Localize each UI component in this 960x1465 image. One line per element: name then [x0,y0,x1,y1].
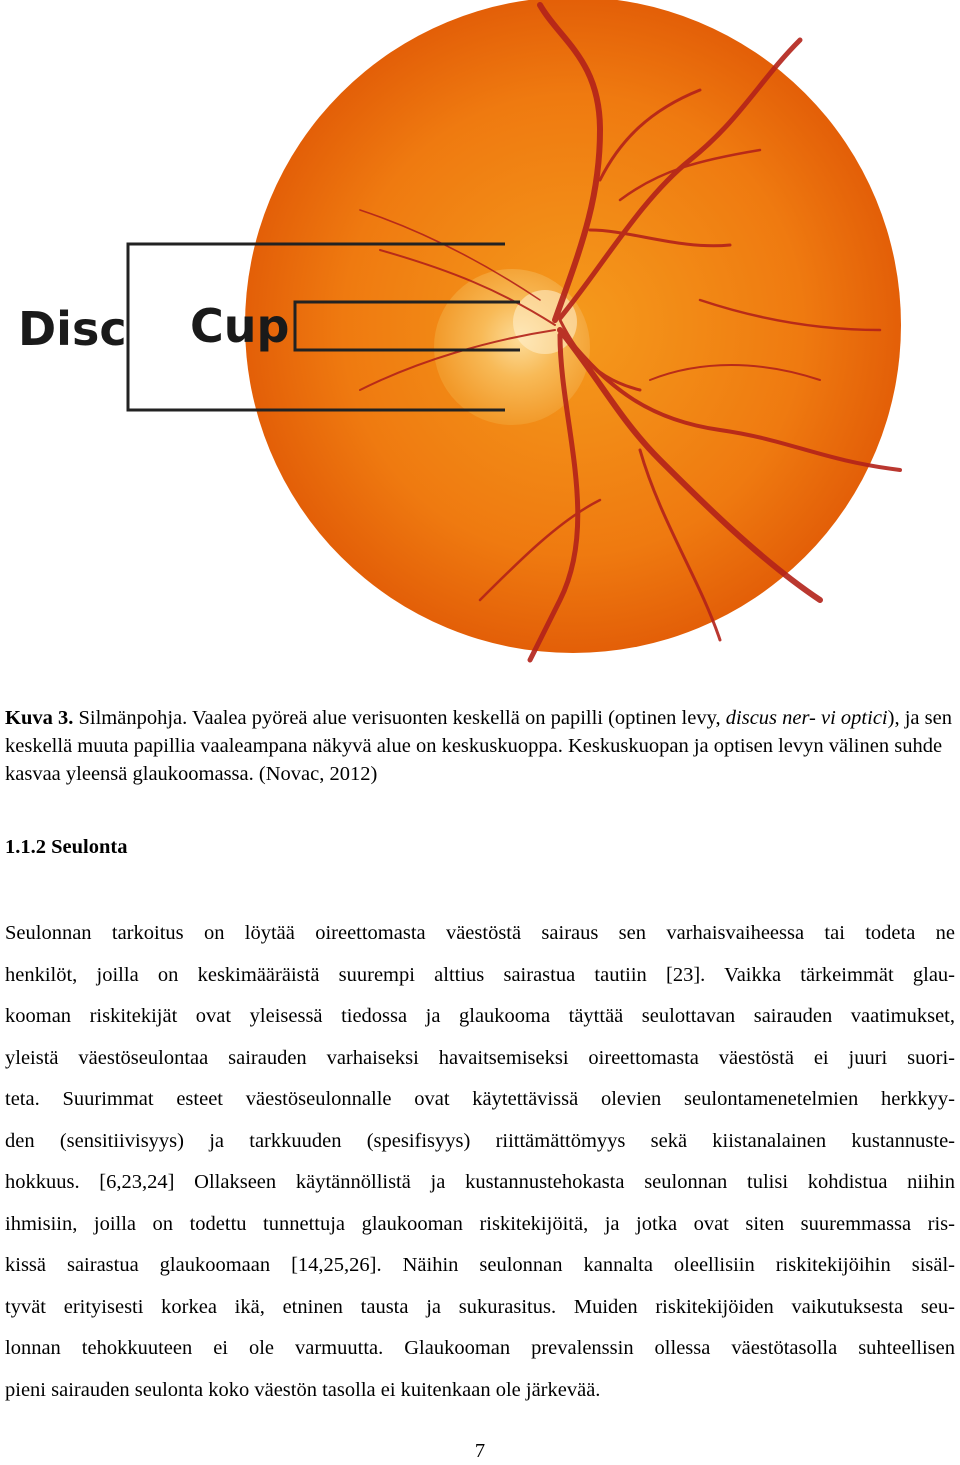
body-line: teta. Suurimmat esteet väestöseulonnalle ovat käytettävissä olevien seulontamenetelmien herkkyy- [5,1088,955,1110]
caption-text-2: ), ja sen keskellä muuta papillia vaaleampana näkyvä alue on keskuskuoppa. Keskuskuopan ja optisen levyn välinen suhde kasvaa yleensä glaukoomassa. (Novac, 2012) [5,707,952,785]
body-paragraph [5,913,955,1411]
fundus-figure [0,0,960,670]
body-line: lonnan tehokkuuteen ei ole varmuutta. Glaukooman prevalenssin ollessa väestötasolla suhteellisen [5,1337,955,1359]
cup-label: Cup [190,299,290,353]
body-line: pieni sairauden seulonta koko väestön tasolla ei kuitenkaan ole järkevää. [5,1378,601,1401]
disc-label: Disc [18,302,127,356]
page-number: 7 [474,1440,486,1462]
caption-lead: Kuva 3. [5,707,74,729]
body-line: tyvät erityisesti korkea ikä, etninen tausta ja sukurasitus. Muiden riskitekijöiden vaikutuksesta seu- [5,1295,955,1318]
body-line: kooman riskitekijät ovat yleisessä tiedossa ja glaukooma täyttää seulottavan sairauden vaatimukset, [5,1005,955,1027]
body-line: ihmisiin, joilla on todettu tunnettuja glaukooman riskitekijöitä, ja jotka ovat siten suuremmassa ris- [5,1212,955,1235]
body-line: kissä sairastua glaukoomaan [14,25,26]. Näihin seulonnan kannalta oleellisiin riskitekijöihin sisäl- [5,1254,955,1276]
caption-italic-2: vi optici [821,707,888,729]
body-line: yleistä väestöseulontaa sairauden varhaiseksi havaitsemiseksi oireettomasta väestöstä ei juuri suori- [5,1046,955,1069]
body-line: henkilöt, joilla on keskimääräistä suurempi alttius sairastua tautiin [23]. Vaikka tärkeimmät glau- [5,963,955,986]
section-heading: 1.1.2 Seulonta [5,836,128,858]
figure-caption [5,704,955,788]
body-line: den (sensitiivisyys) ja tarkkuuden (spesifisyys) riittämättömyys sekä kiistanalainen kustannuste- [5,1129,955,1152]
caption-text-1: Silmänpohja. Vaalea pyöreä alue verisuonten keskellä on papilli (optinen levy, [73,707,726,729]
caption-italic-1: discus ner- [725,707,816,729]
body-line: hokkuus. [6,23,24] Ollakseen käytännöllistä ja kustannustehokasta seulonnan tulisi kohdistua niihin [5,1171,955,1193]
body-line: Seulonnan tarkoitus on löytää oireettomasta väestöstä sairaus sen varhaisvaiheessa tai todeta ne [5,922,955,944]
